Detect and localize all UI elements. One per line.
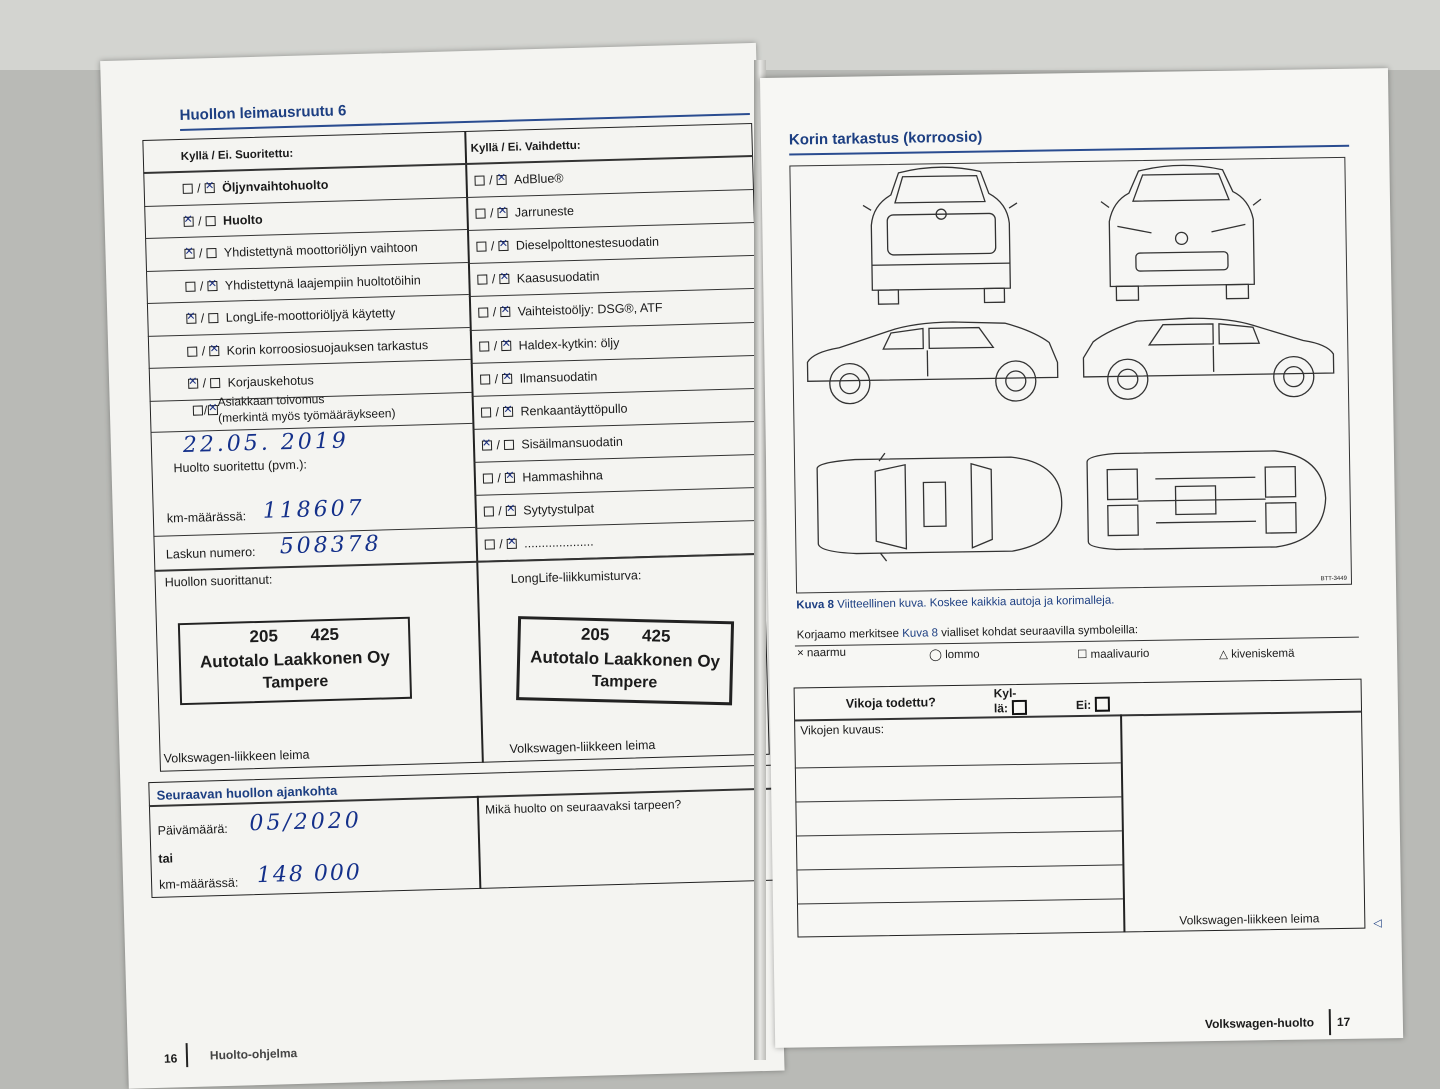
left-checklist-item: / ✕Öljynvaihtohuolto: [182, 178, 329, 196]
continue-arrow-icon: ◁: [1373, 917, 1382, 930]
car-rear-view: [862, 166, 1018, 304]
footer-title: Volkswagen-huolto: [1204, 1015, 1315, 1032]
right-checklist-item: / ✕....................: [484, 535, 594, 552]
dealer-stamp-label-right: Volkswagen-liikkeen leima: [509, 737, 656, 756]
dealer-stamp-left: [178, 617, 412, 705]
checklist-label: Ilmansuodatin: [519, 368, 598, 386]
footer-divider: [186, 1043, 188, 1067]
checklist-label: Sisäilmansuodatin: [521, 434, 624, 452]
checklist-label: Haldex-kytkin: öljy: [518, 335, 620, 353]
which-service-label: Mikä huolto on seuraavaksi tarpeen?: [484, 797, 682, 817]
right-checklist-item: / ✕AdBlue®: [473, 171, 563, 188]
next-km-handwritten: 148 000: [256, 860, 363, 889]
symbol-paint-damage: ☐ maalivaurio: [1077, 647, 1150, 662]
stamp-line2: Autotalo Laakkonen Oy: [529, 647, 721, 672]
car-right-side-view: [1083, 316, 1334, 400]
defects-no-checkbox[interactable]: [1095, 697, 1110, 712]
no-checkbox[interactable]: [210, 345, 220, 355]
yes-label: [994, 686, 1027, 716]
no-checkbox[interactable]: [499, 241, 509, 251]
checklist-label: Dieselpolttonestesuodatin: [515, 234, 660, 253]
checklist-label: Vaihteistoöljy: DSG®, ATF: [517, 300, 663, 319]
figure-link[interactable]: Kuva 8: [902, 627, 939, 640]
right-checklist-item: / ✕Hammashihna: [482, 468, 603, 485]
instruction-rest: vialliset kohdat seuraavilla symboleilla:: [941, 624, 1139, 640]
left-checklist-item: / ✕Yhdistettynä laajempiin huoltotöihin: [184, 273, 421, 294]
no-checkbox[interactable]: [504, 440, 514, 450]
date-label: Päivämäärä:: [157, 821, 228, 838]
yes-checkbox[interactable]: [186, 314, 196, 324]
car-top-view: [817, 450, 1063, 562]
car-underside-view: [1087, 450, 1326, 550]
customer-wish-label: /✕: [192, 403, 220, 418]
page-number: 16: [163, 1051, 178, 1066]
stamp-line3: Tampere: [262, 673, 329, 692]
instruction-line: [797, 624, 1139, 641]
yes-checkbox[interactable]: [187, 346, 197, 356]
checklist-label: Jarruneste: [514, 204, 575, 220]
footer-divider: [1329, 1009, 1331, 1035]
longlife-label: LongLife-liikkumisturva:: [510, 568, 642, 586]
checklist-label: LongLife-moottoriöljyä käytetty: [225, 306, 396, 325]
no-checkbox[interactable]: [205, 183, 215, 193]
left-checklist-item: ✕ / Huolto: [182, 212, 262, 228]
yes-checkbox[interactable]: [479, 341, 489, 351]
checklist-label: AdBlue®: [513, 171, 564, 187]
customer-wish-line1: Asiakkaan toivomus: [217, 392, 325, 410]
symbol-stone-chip: △ kiveniskemä: [1219, 647, 1295, 661]
yes-checkbox[interactable]: [183, 216, 193, 226]
next-service-title: Seuraavan huollon ajankohta: [156, 782, 338, 803]
defects-yes-checkbox[interactable]: [1012, 700, 1027, 715]
customer-wish-line2: (merkintä myös työmääräykseen): [217, 406, 396, 425]
yes-checkbox[interactable]: [184, 249, 194, 259]
car-front-view: [1100, 164, 1262, 300]
left-checklist-item: ✕ / LongLife-moottoriöljyä käytetty: [185, 306, 395, 326]
yes-label-line2: lä:: [993, 701, 1009, 716]
figure-caption: [796, 594, 1114, 611]
date-handwritten: 05/2020: [249, 808, 363, 837]
caption-prefix: Kuva 8: [796, 598, 835, 612]
yes-checkbox[interactable]: [183, 184, 193, 194]
service-date-label: Huolto suoritettu (pvm.):: [173, 457, 308, 476]
left-column-header: Kyllä / Ei. Suoritettu:: [180, 147, 294, 163]
car-diagram-figure: [789, 157, 1352, 594]
checklist-label: Kaasusuodatin: [516, 269, 600, 286]
page-number: 17: [1336, 1014, 1351, 1030]
invoice-handwritten: 508378: [279, 531, 383, 560]
left-checklist-item: ✕ / Yhdistettynä moottoriöljyn vaihtoon: [183, 240, 418, 261]
checklist-label: Korin korroosiosuojauksen tarkastus: [226, 337, 429, 358]
defects-label: Vikoja todettu?: [845, 695, 937, 711]
symbol-scratch: × naarmu: [796, 646, 847, 660]
checklist-label: Renkaantäyttöpullo: [520, 401, 628, 419]
right-checklist-item: / ✕Dieselpolttonestesuodatin: [475, 235, 659, 254]
dealer-stamp-label: Volkswagen-liikkeen leima: [1179, 911, 1320, 928]
yes-checkbox[interactable]: [474, 175, 484, 185]
yes-checkbox[interactable]: [481, 407, 491, 417]
no-checkbox[interactable]: [507, 539, 517, 549]
footer-title: Huolto-ohjelma: [209, 1046, 298, 1063]
checklist-label: Huolto: [222, 212, 263, 228]
dealer-stamp-label-left: Volkswagen-liikkeen leima: [163, 747, 310, 766]
no-checkbox[interactable]: [498, 208, 508, 218]
performed-by-label: Huollon suorittanut:: [164, 572, 273, 590]
no-label-text: Ei:: [1075, 697, 1092, 713]
caption-text: Viitteellinen kuva. Koskee kaikkia autoja ja korimalleja.: [837, 594, 1115, 611]
no-checkbox[interactable]: [505, 473, 515, 483]
right-checklist-item: / ✕Vaihteistoöljy: DSG®, ATF: [477, 301, 663, 320]
right-checklist-item: / ✕Jarruneste: [474, 204, 574, 221]
yes-checkbox[interactable]: [475, 209, 485, 219]
no-checkbox[interactable]: [497, 175, 507, 185]
no-checkbox[interactable]: [207, 248, 217, 258]
no-checkbox[interactable]: [206, 215, 216, 225]
stamp-line3: Tampere: [591, 672, 658, 692]
yes-checkbox[interactable]: [476, 242, 486, 252]
yes-checkbox[interactable]: [483, 473, 493, 483]
yes-checkbox[interactable]: [482, 440, 492, 450]
yes-checkbox[interactable]: [185, 281, 195, 291]
no-checkbox[interactable]: [500, 274, 510, 284]
right-checklist-item: / ✕Sytytystulpat: [483, 502, 595, 519]
yes-checkbox[interactable]: [480, 374, 490, 384]
yes-checkbox[interactable]: [478, 308, 488, 318]
left-checklist-item: / ✕Korin korroosiosuojauksen tarkastus: [186, 338, 428, 359]
no-checkbox[interactable]: [502, 373, 512, 383]
checklist-label: Öljynvaihtohuolto: [221, 177, 329, 195]
km-label: km-määrässä:: [166, 509, 247, 526]
no-checkbox[interactable]: [501, 307, 511, 317]
checklist-label: ....................: [523, 534, 594, 551]
right-checklist-item: / ✕Renkaantäyttöpullo: [480, 401, 628, 419]
right-checklist-item: / ✕Haldex-kytkin: öljy: [478, 335, 619, 353]
km-handwritten: 118607: [262, 495, 366, 524]
yes-checkbox[interactable]: [188, 379, 198, 389]
next-km-label: km-määrässä:: [158, 875, 239, 892]
checklist-label: Korjauskehotus: [227, 373, 314, 390]
dealer-stamp-right: [516, 616, 734, 705]
invoice-label: Laskun numero:: [165, 545, 256, 562]
right-checklist-item: ✕ / Sisäilmansuodatin: [481, 435, 623, 453]
yes-checkbox[interactable]: [477, 275, 487, 285]
yes-checkbox[interactable]: [484, 506, 494, 516]
left-page: [100, 43, 784, 1089]
right-column-header: Kyllä / Ei. Vaihdettu:: [470, 139, 581, 155]
no-checkbox[interactable]: [210, 378, 220, 388]
left-checklist-item: ✕ / Korjauskehotus: [187, 373, 314, 391]
yes-label-line1: Kyl-: [993, 686, 1017, 701]
stamp-line2: Autotalo Laakkonen Oy: [199, 647, 391, 672]
figure-code: BTT-3449: [1320, 575, 1347, 583]
no-checkbox[interactable]: [503, 406, 513, 416]
instruction-text: Korjaamo merkitsee: [796, 627, 900, 642]
checklist-label: Yhdistettynä laajempiin huoltotöihin: [224, 272, 421, 293]
right-page: [760, 68, 1403, 1048]
car-left-side-view: [807, 320, 1058, 404]
right-checklist-item: / ✕Ilmansuodatin: [479, 369, 598, 386]
no-checkbox[interactable]: [506, 506, 516, 516]
symbol-dent: ◯ lommo: [928, 648, 980, 662]
or-label: tai: [158, 851, 174, 866]
no-label: [1076, 697, 1111, 713]
checklist-label: Sytytystulpat: [523, 501, 595, 518]
stamp-line1: 205 425: [249, 624, 340, 647]
description-label: Vikojen kuvaus:: [800, 722, 885, 738]
checklist-label: Hammashihna: [522, 468, 604, 485]
no-checkbox[interactable]: [209, 313, 219, 323]
page-title: Korin tarkastus (korroosio): [788, 128, 983, 149]
no-checkbox[interactable]: [502, 340, 512, 350]
yes-checkbox[interactable]: [485, 539, 495, 549]
checklist-label: Yhdistettynä moottoriöljyn vaihtoon: [223, 240, 418, 260]
car-outlines: [790, 158, 1350, 592]
yes-checkbox[interactable]: [193, 405, 203, 415]
stamp-line1: 205 425: [580, 624, 671, 646]
service-date-handwritten: 22.05. 2019: [182, 428, 350, 458]
no-checkbox[interactable]: [208, 280, 218, 290]
right-checklist-item: / ✕Kaasusuodatin: [476, 270, 599, 287]
page-title: Huollon leimausruutu 6: [179, 102, 347, 124]
